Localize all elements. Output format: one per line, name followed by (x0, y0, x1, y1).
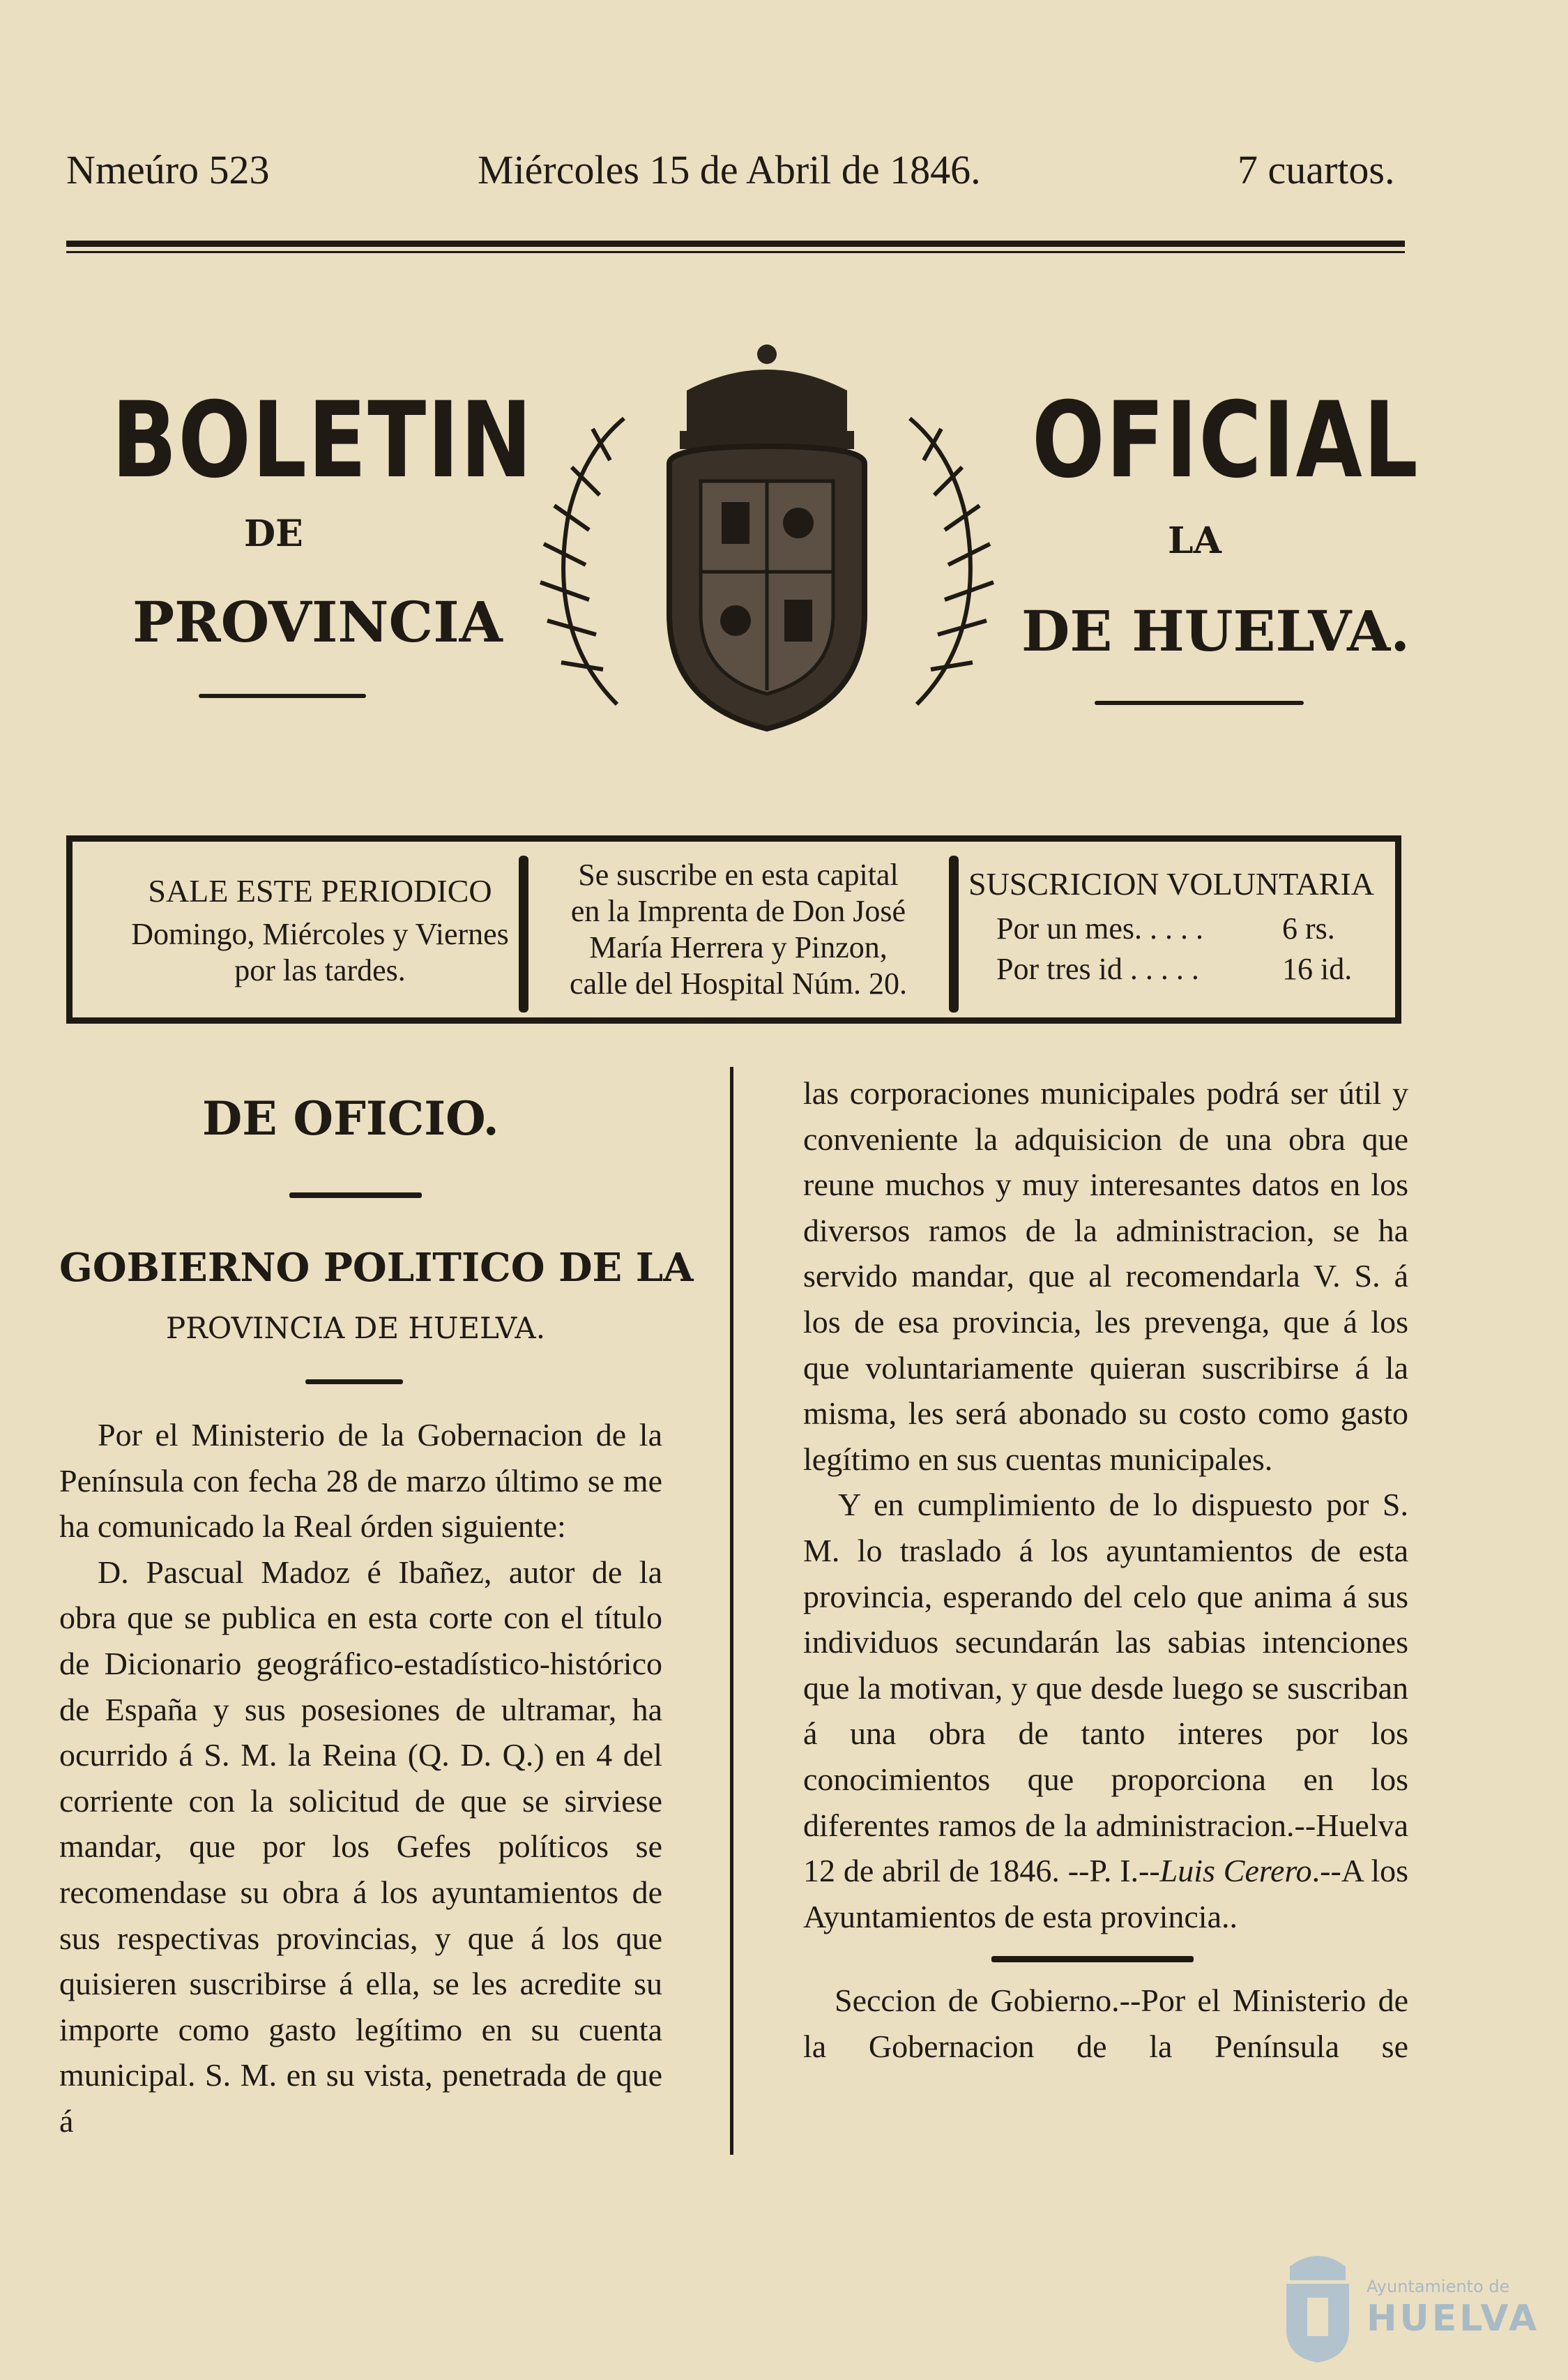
right-column-text (803, 1070, 1408, 2069)
ornament-right (1095, 701, 1304, 705)
box-divider-1 (519, 856, 528, 1013)
address-line-1: Se suscribe en esta capital (578, 858, 899, 892)
paragraph-body: Y en cumplimiento de lo dispuesto por S. M. lo traslado á los ayuntamientos de esta provincia, esperando del celo que anima á sus individuos secundarán las sabias intenciones que la motivan, y que desde luego se suscriban á una obra de tanto interes por los conocimientos que proporciona en los diferentes ramos de la administracion.--Huelva 12 de abril de 1846. (803, 1487, 1408, 1889)
issue-price: 7 cuartos. (1238, 147, 1395, 192)
left-column-text (59, 1412, 662, 2144)
crest-watermark-icon (1276, 2245, 1360, 2364)
address-line-2: en la Imprenta de Don José (570, 894, 906, 928)
signature-name: Luis Cerero (1159, 1853, 1312, 1889)
masthead-rule-thin (66, 251, 1405, 253)
schedule-time: por las tardes. (234, 953, 406, 987)
price-label: Por un mes. . . . . (996, 911, 1203, 946)
signature-prefix: --P. I.-- (1067, 1853, 1160, 1889)
ornament-left (199, 694, 366, 698)
schedule-days: Domingo, Miércoles y Viernes (131, 917, 509, 951)
box-column-schedule (104, 873, 536, 989)
library-watermark (1276, 2238, 1540, 2371)
prices-title: SUSCRICION VOLUNTARIA (968, 866, 1375, 902)
issue-date: Miércoles 15 de Abril de 1846. (478, 147, 981, 192)
price-row (968, 951, 1387, 992)
paragraph: Seccion de Gobierno.--Por el Ministerio de la Gobernacion de la Península se (803, 1983, 1408, 2064)
price-label: Por tres id . . . . . (996, 952, 1199, 986)
price-value: 16 id. (1282, 952, 1353, 986)
heading-gobierno: GOBIERNO POLITICO DE LA (59, 1245, 694, 1291)
title-de: DE (244, 513, 303, 555)
schedule-title: SALE ESTE PERIODICO (148, 873, 492, 909)
price-row (968, 911, 1387, 951)
signature-suffix: .--A los Ayuntamientos de esta provincia.. (803, 1853, 1408, 1934)
title-oficial: OFICIAL (1032, 380, 1419, 501)
section-break (803, 1939, 1408, 1978)
watermark-line-2: HUELVA (1367, 2298, 1540, 2340)
paragraph: Por el Ministerio de la Gobernacion de la Península con fecha 28 de marzo último se me ha comunicado la Real órden siguiente: (59, 1417, 662, 1545)
subscription-box (66, 835, 1401, 1024)
price-value: 6 rs. (1282, 911, 1335, 946)
ornament-break (991, 1956, 1194, 1962)
box-column-prices (968, 866, 1387, 992)
title-de-huelva: DE HUELVA. (1021, 598, 1410, 664)
ornament-oficio (289, 1192, 422, 1198)
section-de-oficio: DE OFICIO. (202, 1091, 499, 1146)
coat-of-arms-icon (519, 342, 1014, 743)
box-column-address (536, 857, 941, 1002)
masthead (66, 146, 1405, 195)
issue-number: Nmeúro 523 (66, 147, 270, 192)
heading-provincia: PROVINCIA DE HUELVA. (166, 1311, 546, 1345)
title-boletin: BOLETIN (112, 380, 533, 501)
paragraph (803, 1482, 1408, 1939)
address-line-4: calle del Hospital Núm. 20. (570, 967, 907, 1001)
paragraph: las corporaciones municipales podrá ser útil y conveniente la adquisicion de una obra que reune muchos y muy interesantes datos en los diversos ramos de la administracion, se ha servido mandar, que al recomendarla V. S. á los de esa provincia, les prevenga, que á los que voluntariamente quieran suscribirse á la misma, les será abonado su costo como gasto legítimo en sus cuentas municipales. (803, 1075, 1408, 1477)
title-provincia: PROVINCIA (132, 589, 503, 655)
address-line-3: María Herrera y Pinzon, (589, 930, 888, 964)
masthead-rule (66, 241, 1405, 247)
watermark-line-1: Ayuntamiento de (1367, 2277, 1510, 2296)
column-divider (730, 1067, 733, 2155)
ornament-gobierno (305, 1379, 403, 1384)
title-la: LA (1168, 520, 1221, 562)
paragraph: D. Pascual Madoz é Ibañez, autor de la obra que se publica en esta corte con el título de Dicionario geográfico-estadístico-histórico de España y sus posesiones de ultramar, ha ocurrido á S. M. la Reina (Q. D. Q.) en 4 del corriente con la solicitud de que se sirviese mandar, que por los Gefes políticos se recomendase su obra á los ayuntamientos de sus respectivas provincias, y que á los que quisieren suscribirse á ella, se les acredite su importe como gasto legítimo en su cuenta municipal. S. M. en su vista, penetrada de que á (59, 1554, 662, 2139)
box-divider-2 (949, 856, 959, 1013)
